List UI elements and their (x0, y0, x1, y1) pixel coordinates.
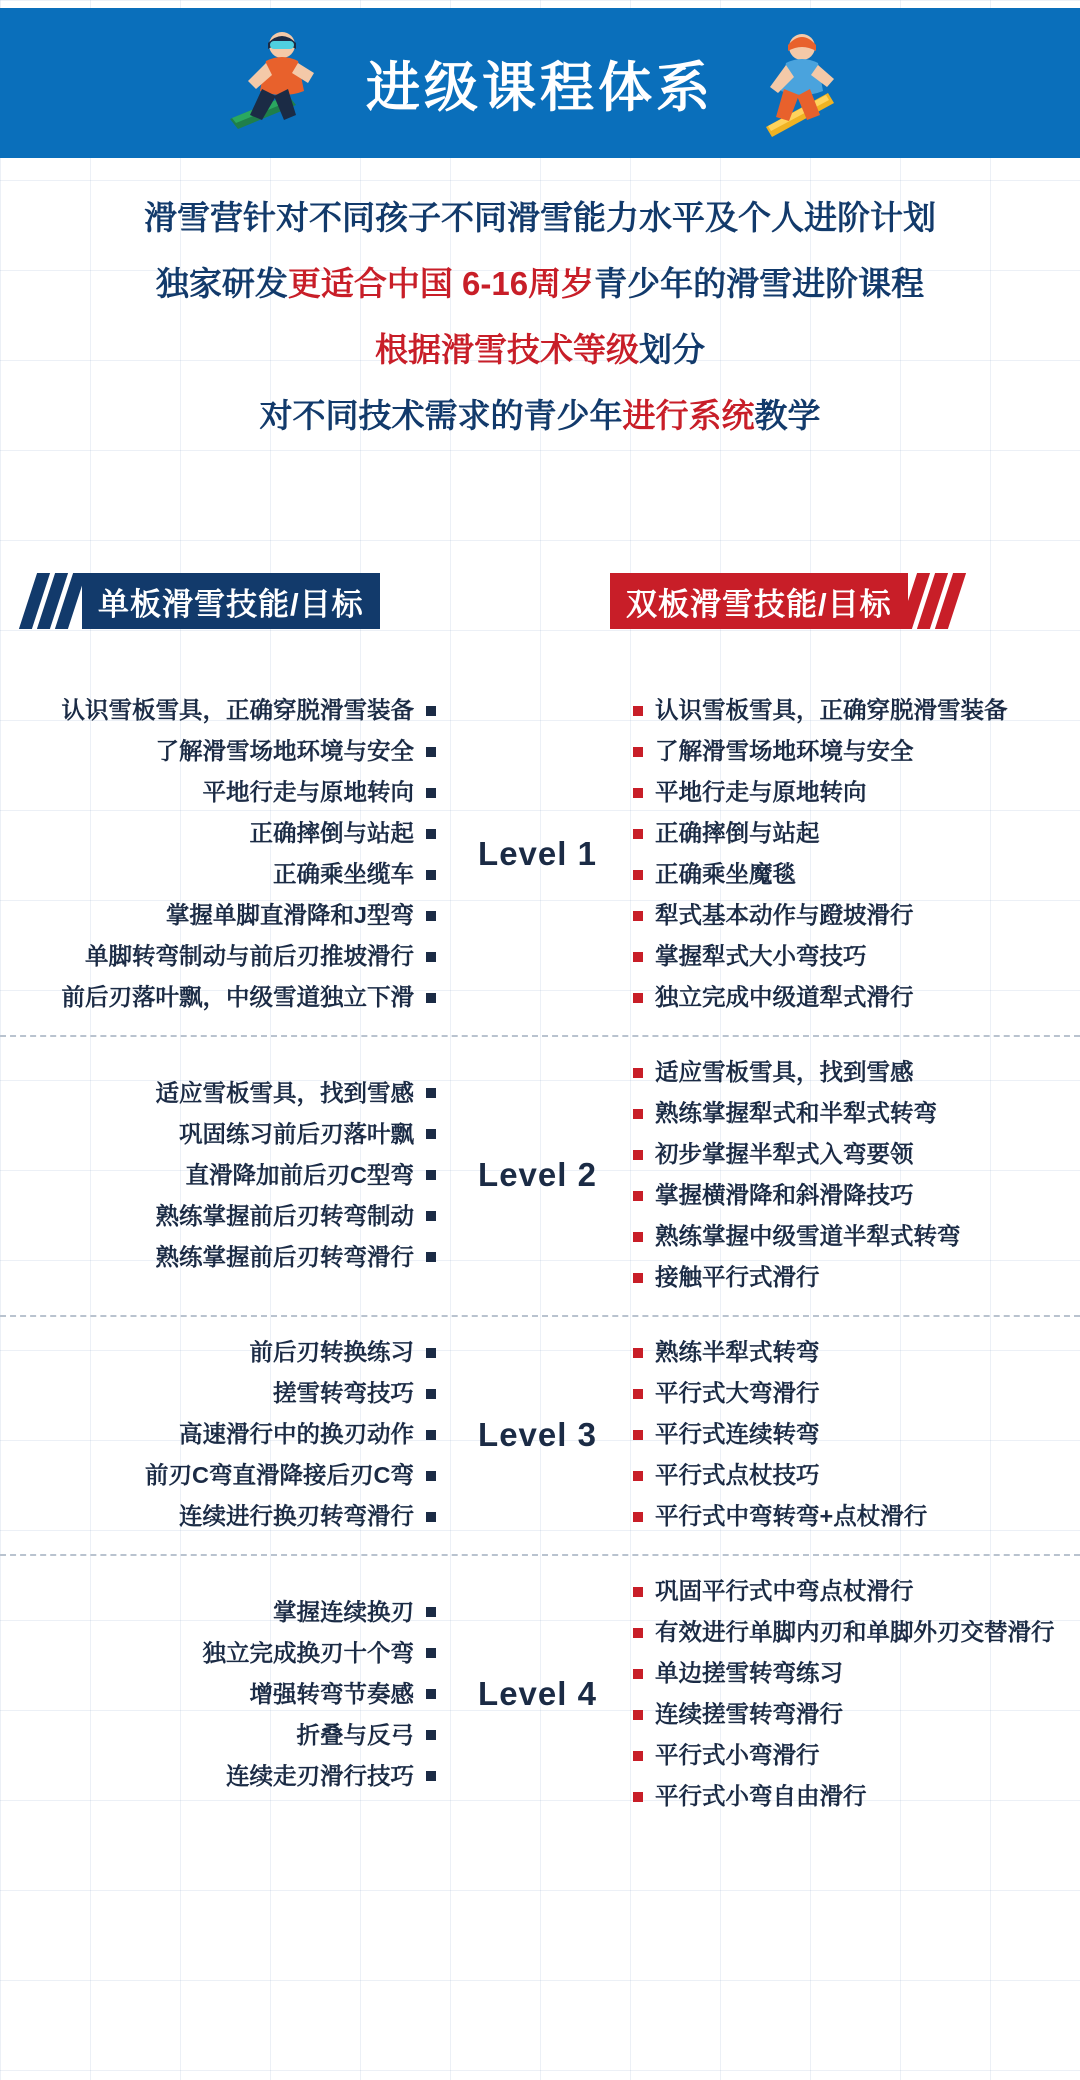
skill-text: 连续搓雪转弯滑行 (655, 1701, 843, 1727)
skill-text: 搓雪转弯技巧 (273, 1380, 414, 1406)
list-item (0, 1335, 436, 1370)
page-title: 进级课程体系 (366, 57, 714, 118)
list-item (0, 1117, 436, 1152)
bullet-icon (426, 1771, 436, 1781)
ski-heading-label: 双板滑雪技能/目标 (610, 573, 908, 629)
list-item (0, 1076, 436, 1111)
list-item (633, 1137, 1080, 1172)
bullet-icon (426, 1430, 436, 1440)
ski-skill-list (633, 1055, 1080, 1295)
ski-column (625, 1568, 1080, 1820)
list-item (633, 1178, 1080, 1213)
skill-text: 巩固平行式中弯点杖滑行 (655, 1578, 914, 1604)
bullet-icon (633, 706, 643, 716)
snowboard-skill-list (0, 693, 436, 1015)
skill-text: 前刃C弯直滑降接后刃C弯 (145, 1462, 414, 1488)
ski-column (625, 1329, 1080, 1540)
list-item (0, 1759, 436, 1794)
bullet-icon (426, 788, 436, 798)
list-item (0, 775, 436, 810)
bullet-icon (633, 1109, 643, 1119)
bullet-icon (633, 788, 643, 798)
skill-text: 犁式基本动作与蹬坡滑行 (655, 902, 914, 928)
bullet-icon (426, 1607, 436, 1617)
bullet-icon (633, 1191, 643, 1201)
slash-decoration-right-icon (908, 573, 962, 629)
intro-seg: 滑雪营针对不同孩子不同滑雪能力水平及个人进阶计划 (144, 199, 936, 236)
skill-text: 前后刃落叶飘，中级雪道独立下滑 (61, 984, 414, 1010)
bullet-icon (426, 1512, 436, 1522)
skill-text: 了解滑雪场地环境与安全 (655, 738, 914, 764)
skill-text: 巩固练习前后刃落叶飘 (179, 1120, 414, 1147)
list-item (633, 816, 1080, 851)
intro-seg: 划分 (639, 331, 705, 368)
bullet-icon (633, 1273, 643, 1283)
level-block (0, 1315, 1080, 1554)
list-item (633, 1055, 1080, 1090)
skill-text: 独立完成换刃十个弯 (202, 1639, 414, 1666)
intro-seg-highlight: 进行系统 (622, 397, 755, 434)
ski-skill-list (633, 1574, 1080, 1814)
list-item (0, 693, 436, 728)
skill-text: 正确乘坐缆车 (273, 861, 414, 887)
bullet-icon (633, 993, 643, 1003)
bullet-icon (633, 911, 643, 921)
list-item (633, 857, 1080, 892)
snowboard-column (0, 1589, 450, 1800)
bullet-icon (633, 1068, 643, 1078)
skill-text: 平行式小弯自由滑行 (655, 1783, 867, 1809)
list-item (0, 1240, 436, 1275)
skill-text: 初步掌握半犁式入弯要领 (655, 1141, 914, 1167)
snowboard-column (0, 1329, 450, 1540)
list-item (633, 1574, 1080, 1609)
list-item (633, 693, 1080, 728)
list-item (0, 980, 436, 1015)
list-item (0, 1376, 436, 1411)
list-item (0, 816, 436, 851)
skill-text: 连续进行换刃转弯滑行 (179, 1503, 414, 1529)
list-item (0, 1595, 436, 1630)
list-item (633, 1260, 1080, 1295)
bullet-icon (633, 1587, 643, 1597)
skill-text: 连续走刃滑行技巧 (226, 1762, 414, 1789)
skill-text: 单脚转弯制动与前后刃推坡滑行 (85, 943, 414, 969)
bullet-icon (633, 1150, 643, 1160)
list-item (0, 1199, 436, 1234)
bullet-icon (426, 1648, 436, 1658)
bullet-icon (633, 1232, 643, 1242)
bullet-icon (633, 870, 643, 880)
list-item (0, 1158, 436, 1193)
level-block (0, 675, 1080, 1035)
list-item (633, 1697, 1080, 1732)
bullet-icon (633, 1471, 643, 1481)
ski-skill-list (633, 693, 1080, 1015)
snowboard-heading-label: 单板滑雪技能/目标 (82, 573, 380, 629)
list-item (633, 1499, 1080, 1534)
bullet-icon (426, 1211, 436, 1221)
skill-text: 正确摔倒与站起 (249, 820, 414, 846)
skill-text: 接触平行式滑行 (655, 1264, 820, 1290)
skill-text: 高速滑行中的换刃动作 (179, 1421, 414, 1447)
list-item (633, 1335, 1080, 1370)
list-item (633, 1219, 1080, 1254)
intro-text (0, 185, 1080, 449)
bullet-icon (426, 1471, 436, 1481)
list-item (633, 1738, 1080, 1773)
bullet-icon (426, 1348, 436, 1358)
bullet-icon (633, 1710, 643, 1720)
skill-text: 适应雪板雪具，找到雪感 (655, 1059, 914, 1085)
list-item (0, 1718, 436, 1753)
skill-text: 认识雪板雪具，正确穿脱滑雪装备 (61, 697, 414, 723)
column-headings (0, 570, 1080, 640)
bullet-icon (426, 706, 436, 716)
bullet-icon (633, 952, 643, 962)
level-label: Level 4 (478, 1675, 597, 1712)
list-item (633, 980, 1080, 1015)
skill-text: 掌握横滑降和斜滑降技巧 (655, 1182, 914, 1208)
skill-text: 平行式点杖技巧 (655, 1462, 820, 1488)
level-block (0, 1554, 1080, 1834)
bullet-icon (633, 1628, 643, 1638)
list-item (0, 1458, 436, 1493)
snowboard-heading (28, 570, 380, 632)
skill-text: 直滑降加前后刃C型弯 (185, 1161, 414, 1188)
skill-text: 平地行走与原地转向 (655, 779, 867, 805)
bullet-icon (633, 1669, 643, 1679)
bullet-icon (426, 747, 436, 757)
list-item (0, 898, 436, 933)
snowboard-column (0, 1070, 450, 1281)
skier-icon (742, 23, 862, 143)
skill-text: 独立完成中级道犁式滑行 (655, 984, 914, 1010)
header-banner (0, 8, 1080, 158)
skill-text: 熟练掌握前后刃转弯滑行 (155, 1243, 414, 1270)
skill-text: 单边搓雪转弯练习 (655, 1660, 843, 1686)
level-label: Level 1 (478, 835, 597, 872)
list-item (0, 857, 436, 892)
skill-text: 掌握单脚直滑降和J型弯 (165, 902, 414, 928)
list-item (0, 1417, 436, 1452)
skill-text: 折叠与反弓 (296, 1721, 414, 1748)
bullet-icon (633, 1512, 643, 1522)
level-label: Level 3 (478, 1415, 597, 1453)
list-item (0, 1677, 436, 1712)
list-item (633, 898, 1080, 933)
intro-line-3 (0, 317, 1080, 383)
ski-skill-list (633, 1335, 1080, 1534)
snowboard-column (0, 687, 450, 1021)
snowboard-skill-list (0, 1076, 436, 1275)
intro-line-2 (0, 251, 1080, 317)
list-item (633, 775, 1080, 810)
skill-text: 平行式小弯滑行 (655, 1742, 820, 1768)
skill-text: 正确摔倒与站起 (655, 820, 820, 846)
bullet-icon (426, 1689, 436, 1699)
skill-text: 平地行走与原地转向 (202, 779, 414, 805)
skill-text: 有效进行单脚内刃和单脚外刃交替滑行 (655, 1619, 1055, 1645)
skill-text: 适应雪板雪具，找到雪感 (155, 1079, 414, 1106)
skill-text: 增强转弯节奏感 (249, 1680, 414, 1707)
intro-seg: 对不同技术需求的青少年 (259, 397, 623, 434)
list-item (633, 1417, 1080, 1452)
levels-container (0, 675, 1080, 1834)
intro-seg-highlight: 根据滑雪技术等级 (375, 331, 639, 368)
bullet-icon (633, 1430, 643, 1440)
intro-line-4 (0, 383, 1080, 449)
ski-column (625, 687, 1080, 1021)
ski-column (625, 1049, 1080, 1301)
intro-line-1 (0, 185, 1080, 251)
skill-text: 熟练掌握中级雪道半犁式转弯 (655, 1223, 961, 1249)
skill-text: 平行式大弯滑行 (655, 1380, 820, 1406)
bullet-icon (426, 829, 436, 839)
bullet-icon (426, 1129, 436, 1139)
list-item (0, 939, 436, 974)
bullet-icon (633, 1751, 643, 1761)
skill-text: 熟练半犁式转弯 (655, 1339, 820, 1365)
slash-decoration-left-icon (28, 573, 82, 629)
intro-seg: 教学 (754, 397, 821, 434)
skill-text: 熟练掌握犁式和半犁式转弯 (655, 1100, 937, 1126)
bullet-icon (426, 1252, 436, 1262)
bullet-icon (426, 911, 436, 921)
skill-text: 熟练掌握前后刃转弯制动 (155, 1202, 414, 1229)
bullet-icon (426, 993, 436, 1003)
list-item (633, 1779, 1080, 1814)
skill-text: 正确乘坐魔毯 (655, 861, 796, 887)
list-item (0, 1499, 436, 1534)
bullet-icon (633, 1792, 643, 1802)
bullet-icon (426, 870, 436, 880)
list-item (633, 1656, 1080, 1691)
snowboard-skill-list (0, 1595, 436, 1794)
list-item (633, 734, 1080, 769)
bullet-icon (426, 1389, 436, 1399)
skill-text: 掌握连续换刃 (273, 1598, 414, 1625)
snowboard-skill-list (0, 1335, 436, 1534)
ski-heading (610, 570, 962, 632)
list-item (0, 1636, 436, 1671)
intro-seg: 独家研发 (155, 265, 288, 302)
bullet-icon (633, 747, 643, 757)
list-item (633, 939, 1080, 974)
list-item (0, 734, 436, 769)
bullet-icon (426, 1730, 436, 1740)
list-item (633, 1458, 1080, 1493)
bullet-icon (633, 1389, 643, 1399)
bullet-icon (426, 1088, 436, 1098)
skill-text: 平行式连续转弯 (655, 1421, 820, 1447)
intro-seg-highlight: 更适合中国 6-16周岁 (287, 265, 595, 302)
list-item (633, 1615, 1080, 1650)
bullet-icon (426, 1170, 436, 1180)
skill-text: 前后刃转换练习 (249, 1339, 414, 1365)
list-item (633, 1376, 1080, 1411)
snowboarder-icon (218, 23, 338, 143)
level-block (0, 1035, 1080, 1315)
skill-text: 掌握犁式大小弯技巧 (655, 943, 867, 969)
bullet-icon (633, 1348, 643, 1358)
skill-text: 平行式中弯转弯+点杖滑行 (655, 1503, 928, 1529)
bullet-icon (426, 952, 436, 962)
intro-seg: 青少年的滑雪进阶课程 (594, 265, 925, 302)
bullet-icon (633, 829, 643, 839)
level-label: Level 2 (478, 1156, 597, 1193)
skill-text: 了解滑雪场地环境与安全 (155, 738, 414, 764)
list-item (633, 1096, 1080, 1131)
skill-text: 认识雪板雪具，正确穿脱滑雪装备 (655, 697, 1008, 723)
